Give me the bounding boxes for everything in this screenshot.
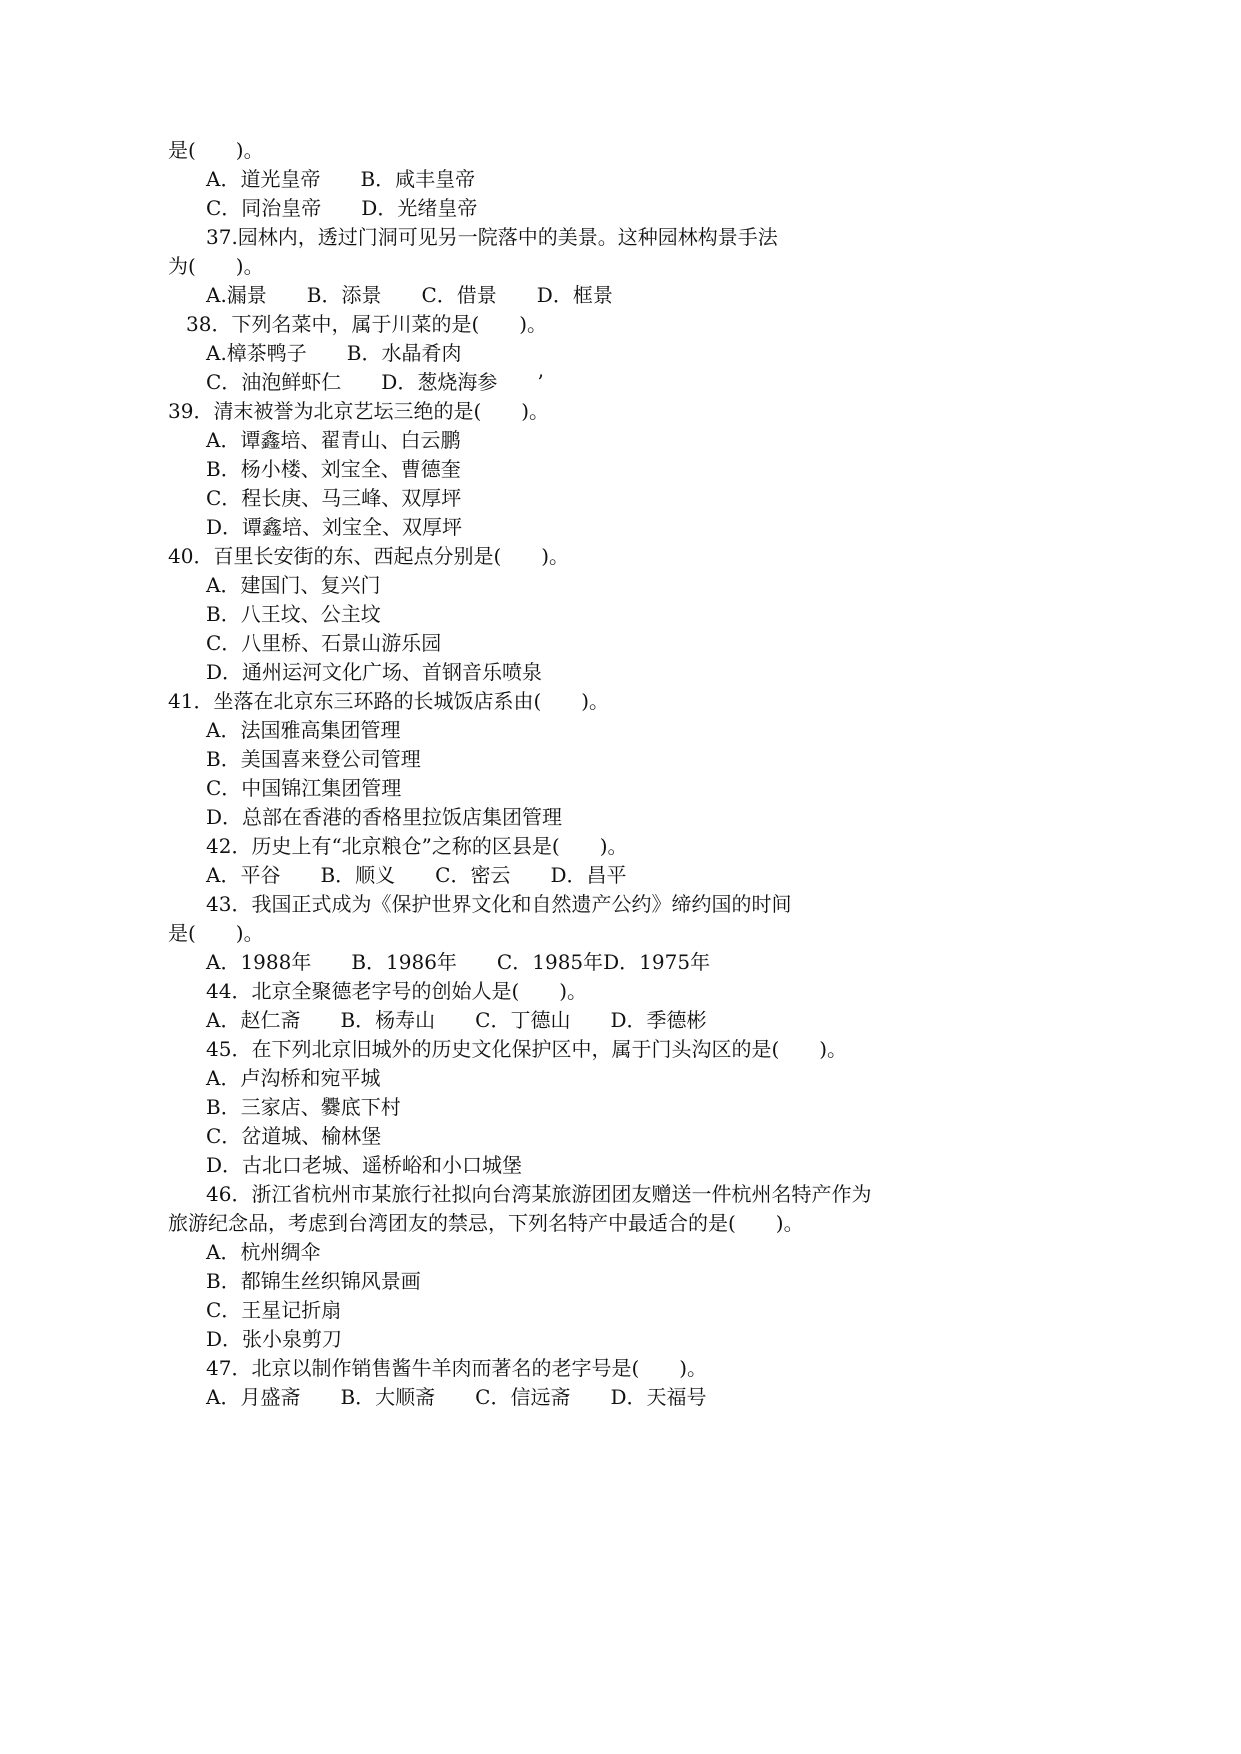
q46-option-c: C．王星记折扇 <box>206 1298 342 1322</box>
q36-stem-tail: 是( )。 <box>168 138 264 162</box>
q46-option-d: D．张小泉剪刀 <box>206 1327 343 1351</box>
q39-stem: 39．清末被誉为北京艺坛三绝的是( )。 <box>168 399 550 423</box>
q46-stem-tail: 旅游纪念品，考虑到台湾团友的禁忌，下列名特产中最适合的是( )。 <box>168 1211 804 1235</box>
q46-option-b: B．都锦生丝织锦风景画 <box>206 1269 421 1293</box>
q36-options-cd: C．同治皇帝 D．光绪皇帝 <box>206 196 478 220</box>
q43-options: A．1988年 B．1986年 C．1985年D．1975年 <box>206 950 711 974</box>
q45-option-c: C．岔道城、榆林堡 <box>206 1124 382 1148</box>
q45-option-b: B．三家店、爨底下村 <box>206 1095 401 1119</box>
q37-stem: 37.园林内，透过门洞可见另一院落中的美景。这种园林构景手法 <box>206 225 778 249</box>
q36-options-ab: A．道光皇帝 B．咸丰皇帝 <box>206 167 476 191</box>
q46-option-a: A．杭州绸伞 <box>206 1240 321 1264</box>
q45-option-a: A．卢沟桥和宛平城 <box>206 1066 381 1090</box>
q44-stem: 44．北京全聚德老字号的创始人是( )。 <box>206 979 588 1003</box>
q38-options-cd: C．油泡鲜虾仁 D．葱烧海参 ’ <box>206 370 544 394</box>
q38-stem: 38．下列名菜中，属于川菜的是( )。 <box>186 312 548 336</box>
q40-option-b: B．八王坟、公主坟 <box>206 602 381 626</box>
q40-option-c: C．八里桥、石景山游乐园 <box>206 631 442 655</box>
q37-options: A.漏景 B．添景 C．借景 D．框景 <box>206 283 613 307</box>
q40-stem: 40．百里长安街的东、西起点分别是( )。 <box>168 544 570 568</box>
q39-option-b: B．杨小楼、刘宝全、曹德奎 <box>206 457 461 481</box>
q40-option-a: A．建国门、复兴门 <box>206 573 381 597</box>
q39-option-c: C．程长庚、马三峰、双厚坪 <box>206 486 462 510</box>
q42-options: A．平谷 B．顺义 C．密云 D．昌平 <box>206 863 627 887</box>
q47-stem: 47．北京以制作销售酱牛羊肉而著名的老字号是( )。 <box>206 1356 708 1380</box>
q41-stem: 41．坐落在北京东三环路的长城饭店系由( )。 <box>168 689 610 713</box>
q37-stem-tail: 为( )。 <box>168 254 264 278</box>
q38-options-ab: A.樟茶鸭子 B．水晶肴肉 <box>206 341 462 365</box>
q47-options: A．月盛斋 B．大顺斋 C．信远斋 D．天福号 <box>206 1385 707 1409</box>
q41-option-c: C．中国锦江集团管理 <box>206 776 402 800</box>
q39-option-a: A．谭鑫培、翟青山、白云鹏 <box>206 428 461 452</box>
q43-stem-tail: 是( )。 <box>168 921 264 945</box>
q41-option-d: D．总部在香港的香格里拉饭店集团管理 <box>206 805 563 829</box>
q44-options: A．赵仁斋 B．杨寿山 C．丁德山 D．季德彬 <box>206 1008 707 1032</box>
q41-option-b: B．美国喜来登公司管理 <box>206 747 421 771</box>
q39-option-d: D．谭鑫培、刘宝全、双厚坪 <box>206 515 463 539</box>
q45-stem: 45．在下列北京旧城外的历史文化保护区中，属于门头沟区的是( )。 <box>206 1037 848 1061</box>
q42-stem: 42．历史上有“北京粮仓”之称的区县是( )。 <box>206 834 628 858</box>
q45-option-d: D．古北口老城、遥桥峪和小口城堡 <box>206 1153 523 1177</box>
q46-stem: 46．浙江省杭州市某旅行社拟向台湾某旅游团团友赠送一件杭州名特产作为 <box>206 1182 872 1206</box>
q40-option-d: D．通州运河文化广场、首钢音乐喷泉 <box>206 660 543 684</box>
q43-stem: 43．我国正式成为《保护世界文化和自然遗产公约》缔约国的时间 <box>206 892 792 916</box>
q41-option-a: A．法国雅高集团管理 <box>206 718 401 742</box>
